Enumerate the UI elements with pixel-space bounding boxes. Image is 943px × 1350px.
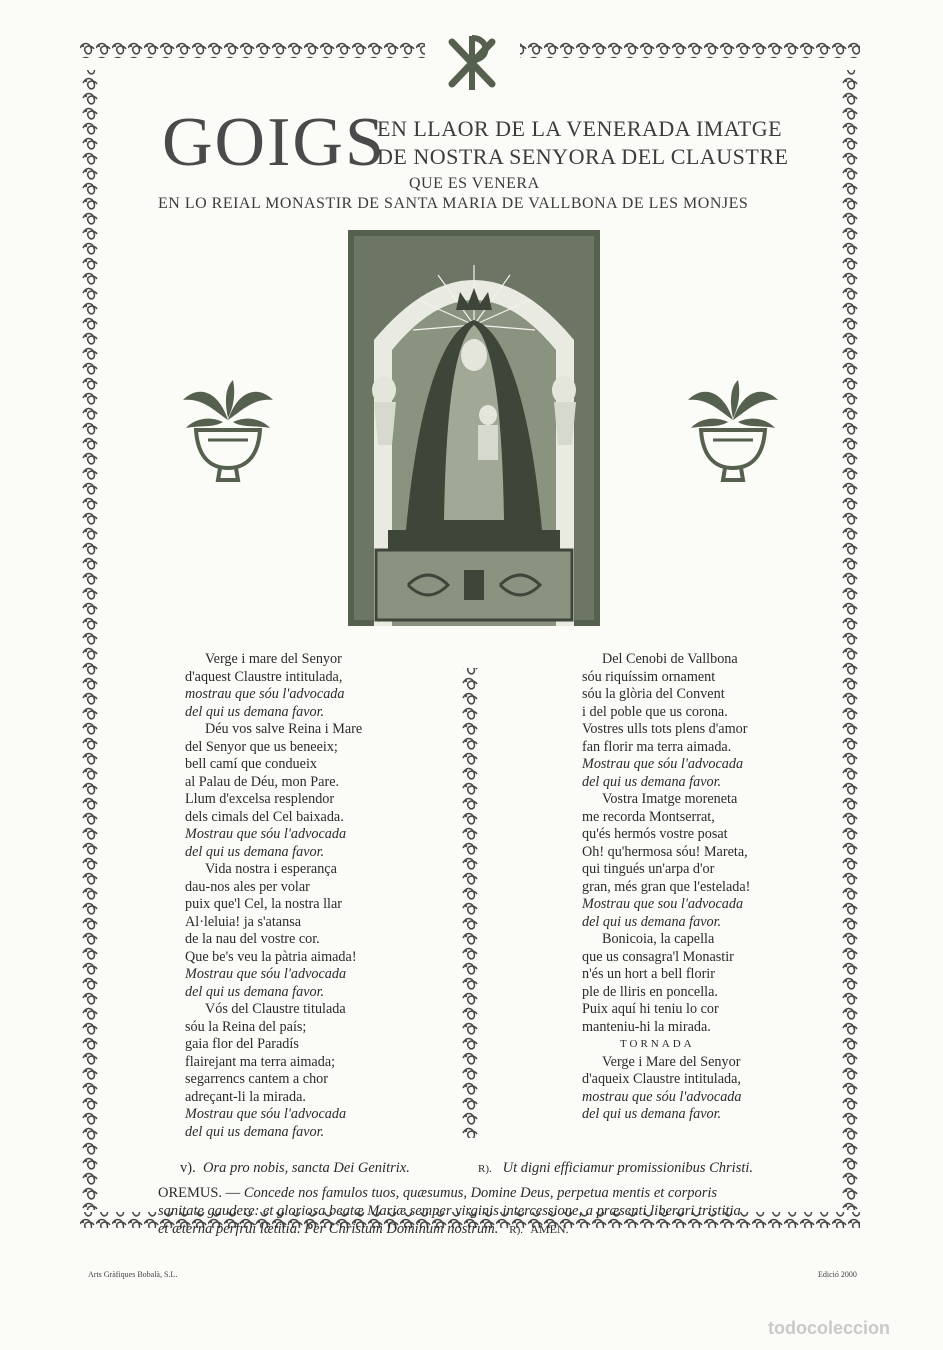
poem-line: gaia flor del Paradís bbox=[185, 1036, 299, 1052]
oremus-text-1: Concede nos famulos tuos, quæsumus, Domine Deus, perpetua mentis et corporis bbox=[243, 1185, 718, 1201]
oremus-text-3: et æterna perfrui lætitia. Per Christum Dominum nostrum. bbox=[158, 1221, 499, 1237]
versicle-line bbox=[180, 1160, 410, 1177]
oremus-line-3 bbox=[158, 1221, 569, 1238]
flower-vase-left-icon bbox=[178, 380, 278, 490]
poem-line: qu'és hermós vostre posat bbox=[582, 826, 728, 842]
poem-line: dau-nos ales per volar bbox=[185, 878, 310, 895]
poem-line: del qui us demana favor. bbox=[185, 1123, 325, 1140]
poem-line: del qui us demana favor. bbox=[185, 983, 325, 1000]
poem-line: n'és un hort a bell florir bbox=[582, 966, 715, 982]
poem-line: ple de lliris en poncella. bbox=[582, 983, 718, 1000]
poem-line: d'aqueix Claustre intitulada, bbox=[582, 1071, 741, 1087]
poem-line: puix que'l Cel, la nostra llar bbox=[185, 896, 343, 912]
oremus-line-1 bbox=[158, 1185, 717, 1202]
poem-line: Puix aquí hi teniu lo cor bbox=[582, 1001, 719, 1017]
watermark: todocoleccion bbox=[768, 1318, 891, 1338]
poem-left-column bbox=[185, 651, 362, 1141]
flower-vase-right-icon bbox=[683, 380, 783, 490]
subtitle-line-2: EN LO REIAL MONASTIR DE SANTA MARIA DE VALLBONA DE LES MONJES bbox=[158, 195, 749, 212]
poem-line: Llum d'excelsa resplendor bbox=[185, 791, 335, 807]
oremus-r-mark: R). bbox=[509, 1224, 523, 1236]
poem-line: bell camí que condueix bbox=[185, 756, 317, 772]
response-line bbox=[478, 1160, 753, 1177]
poem-line: dels cimals del Cel baixada. bbox=[185, 808, 344, 825]
edition-note: Edició 2000 bbox=[818, 1270, 857, 1279]
poem-line: Vida nostra i esperança bbox=[205, 861, 337, 877]
title-line-1: EN LLAOR DE LA VENERADA IMATGE bbox=[377, 116, 783, 141]
poem-line: sóu la Reina del país; bbox=[185, 1018, 307, 1035]
poem-line: Mostrau que sóu l'advocada bbox=[582, 756, 744, 772]
poem-line: Vostres ulls tots plens d'amor bbox=[582, 721, 748, 737]
poem-line: que us consagra'l Monastir bbox=[582, 948, 734, 965]
poem-line: de la nau del vostre cor. bbox=[185, 931, 320, 947]
poem-line: qui tingués un'arpa d'or bbox=[582, 861, 715, 877]
poem-line: Mostrau que sóu l'advocada bbox=[185, 966, 347, 982]
chi-rho-icon bbox=[442, 32, 502, 92]
virgin-engraving-image bbox=[348, 230, 600, 626]
oremus-line-2: sanitate gaudere: et gloriosa beatæ Mariæ semper virginis intercessione, a præsenti liberari tristitia bbox=[158, 1203, 741, 1219]
poem-line: del qui us demana favor. bbox=[582, 1106, 722, 1122]
poem-line: mostrau que sóu l'advocada bbox=[185, 686, 345, 702]
subtitle-line-1: QUE ES VENERA bbox=[409, 175, 540, 192]
versicle-mark: v). bbox=[180, 1160, 196, 1176]
response-mark: R). bbox=[478, 1163, 492, 1175]
oremus-amen: AMEN. bbox=[530, 1222, 569, 1236]
poem-line: adreçant-li la mirada. bbox=[185, 1088, 306, 1105]
poem-line: mostrau que sóu l'advocada bbox=[582, 1088, 742, 1105]
poem-line: d'aquest Claustre intitulada, bbox=[185, 668, 343, 685]
poem-line: del qui us demana favor. bbox=[185, 843, 325, 860]
poem-line: Mostrau que sou l'advocada bbox=[582, 896, 744, 912]
title-goigs: GOIGS bbox=[162, 104, 386, 181]
poem-line: sóu la glòria del Convent bbox=[582, 686, 725, 702]
poem-line: TORNADA bbox=[620, 1038, 695, 1050]
poem-line: segarrencs cantem a chor bbox=[185, 1071, 328, 1087]
poem-line: gran, més gran que l'estelada! bbox=[582, 878, 751, 895]
poem-line: del qui us demana favor. bbox=[582, 913, 722, 930]
poem-line: i del poble que us corona. bbox=[582, 703, 728, 720]
poem-line: Oh! qu'hermosa sóu! Mareta, bbox=[582, 843, 748, 860]
poem-line: sóu riquíssim ornament bbox=[582, 668, 716, 685]
poem-line: al Palau de Déu, mon Pare. bbox=[185, 773, 340, 790]
poem-line: Del Cenobi de Vallbona bbox=[602, 651, 738, 667]
poem-line: Mostrau que sóu l'advocada bbox=[185, 1106, 347, 1122]
poem-line: del qui us demana favor. bbox=[185, 703, 325, 720]
poem-line: flairejant ma terra aimada; bbox=[185, 1053, 336, 1070]
poem-line: Vostra Imatge moreneta bbox=[602, 791, 738, 807]
oremus-label: OREMUS. — bbox=[158, 1185, 241, 1201]
poem-line: fan florir ma terra aimada. bbox=[582, 738, 732, 755]
response-text: Ut digni efficiamur promissionibus Christi. bbox=[502, 1160, 754, 1176]
printer-credit: Arts Gràfiques Bobalà, S.L. bbox=[88, 1270, 178, 1279]
poem-line: Que be's veu la pàtria aimada! bbox=[185, 948, 357, 965]
poem-line: Mostrau que sóu l'advocada bbox=[185, 826, 347, 842]
versicle-text: Ora pro nobis, sancta Dei Genitrix. bbox=[202, 1160, 410, 1176]
poem-line: me recorda Montserrat, bbox=[582, 808, 715, 825]
poem-line: Vós del Claustre titulada bbox=[205, 1001, 346, 1017]
poem-line: Verge i mare del Senyor bbox=[205, 651, 342, 667]
poem-line: del Senyor que us beneeix; bbox=[185, 738, 338, 755]
poem-right-column bbox=[582, 651, 750, 1124]
poem-line: Bonicoia, la capella bbox=[602, 931, 715, 947]
poem-line: Déu vos salve Reina i Mare bbox=[205, 721, 363, 737]
poem-line: del qui us demana favor. bbox=[582, 773, 722, 790]
poem-line: Al·leluia! ja s'atansa bbox=[185, 913, 302, 930]
poem-line: Verge i Mare del Senyor bbox=[602, 1053, 741, 1070]
title-line-2: DE NOSTRA SENYORA DEL CLAUSTRE bbox=[377, 144, 789, 169]
poem-line: manteniu-hi la mirada. bbox=[582, 1018, 711, 1035]
